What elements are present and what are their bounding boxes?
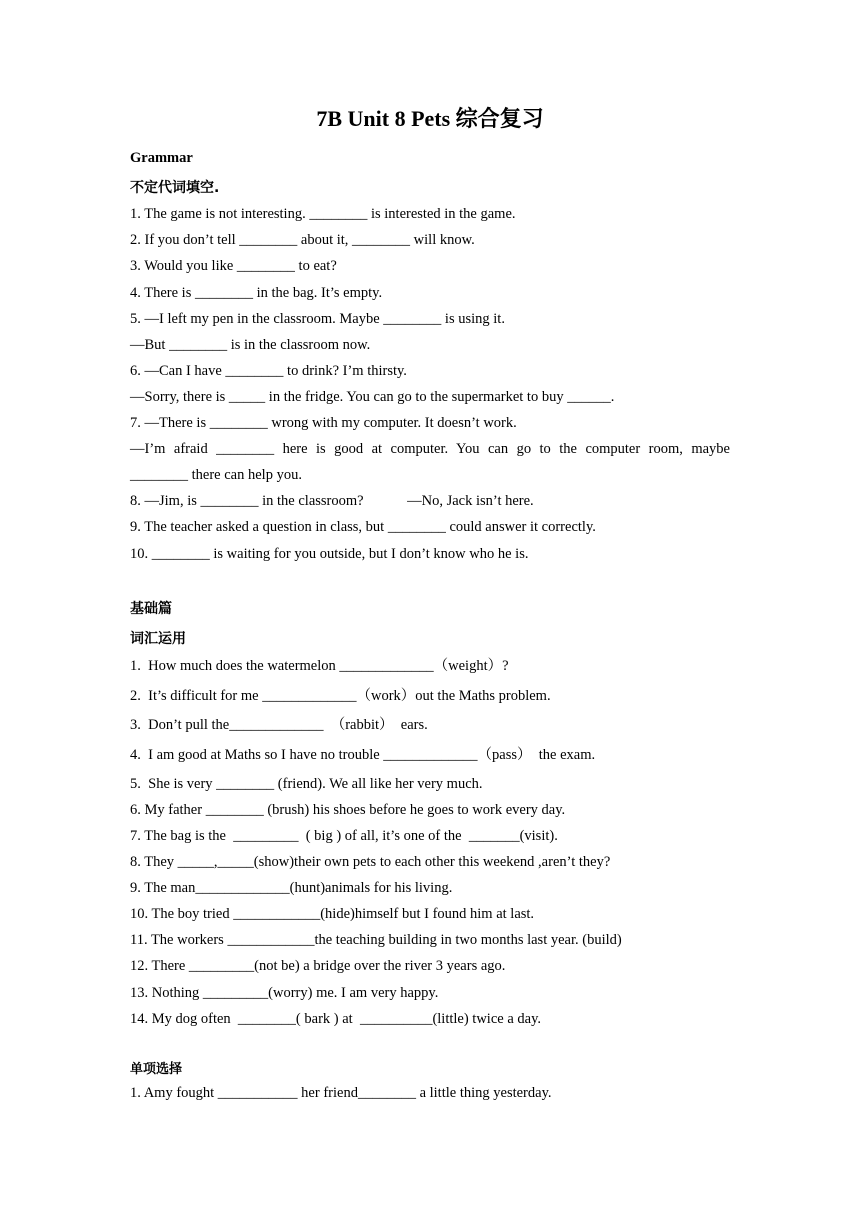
vocab-line-5: 5. She is very ________ (friend). We all like her very much. — [130, 776, 483, 792]
grammar-subheading: 不定代词填空. — [130, 180, 220, 196]
grammar-line-2: 2. If you don’t tell ________ about it, ________ will know. — [130, 232, 475, 248]
vocab-line-7: 7. The bag is the _________ ( big ) of all, it’s one of the _______(visit). — [130, 828, 558, 844]
vocab-line-3: 3. Don’t pull the_____________ （rabbit） ears. — [130, 717, 428, 733]
grammar-line-7b: —I’m afraid ________ here is good at computer. You can go to the computer room, maybe — [130, 441, 730, 457]
vocab-line-10: 10. The boy tried ____________(hide)himself but I found him at last. — [130, 906, 535, 922]
grammar-line-7c: ________ there can help you. — [130, 467, 302, 483]
grammar-heading: Grammar — [130, 150, 193, 166]
vocab-line-14: 14. My dog often ________( bark ) at __________(little) twice a day. — [130, 1011, 542, 1027]
vocab-line-8: 8. They _____,_____(show)their own pets to each other this weekend ,aren’t they? — [130, 854, 611, 870]
grammar-line-5: 5. —I left my pen in the classroom. Maybe ________ is using it. — [130, 311, 505, 327]
vocab-line-2: 2. It’s difficult for me _____________（work）out the Maths problem. — [130, 688, 551, 704]
vocab-line-6: 6. My father ________ (brush) his shoes before he goes to work every day. — [130, 802, 566, 818]
vocab-line-1: 1. How much does the watermelon _____________（weight）? — [130, 658, 509, 674]
vocab-line-4: 4. I am good at Maths so I have no trouble _____________（pass） the exam. — [130, 747, 596, 763]
grammar-line-4: 4. There is ________ in the bag. It’s empty. — [130, 285, 383, 301]
page-title: 7B Unit 8 Pets 综合复习 — [316, 106, 544, 131]
choice-heading: 单项选择 — [130, 1062, 183, 1077]
choice-line-1: 1. Amy fought ___________ her friend________ a little thing yesterday. — [130, 1085, 552, 1101]
basic-subheading: 词汇运用 — [130, 631, 186, 647]
grammar-line-7: 7. —There is ________ wrong with my computer. It doesn’t work. — [130, 415, 517, 431]
grammar-line-1: 1. The game is not interesting. ________ is interested in the game. — [130, 206, 516, 222]
vocab-line-11: 11. The workers ____________the teaching building in two months last year. (build) — [130, 932, 622, 948]
grammar-line-10: 10. ________ is waiting for you outside, but I don’t know who he is. — [130, 546, 529, 562]
grammar-line-8: 8. —Jim, is ________ in the classroom? —No, Jack isn’t here. — [130, 493, 534, 509]
vocab-line-12: 12. There _________(not be) a bridge over the river 3 years ago. — [130, 958, 506, 974]
vocab-line-13: 13. Nothing _________(worry) me. I am very happy. — [130, 985, 439, 1001]
grammar-line-9: 9. The teacher asked a question in class, but ________ could answer it correctly. — [130, 519, 596, 535]
basic-heading: 基础篇 — [130, 601, 172, 617]
grammar-line-3: 3. Would you like ________ to eat? — [130, 258, 337, 274]
grammar-line-6b: —Sorry, there is _____ in the fridge. You can go to the supermarket to buy ______. — [130, 389, 615, 405]
grammar-line-6: 6. —Can I have ________ to drink? I’m thirsty. — [130, 363, 407, 379]
vocab-line-9: 9. The man_____________(hunt)animals for his living. — [130, 880, 453, 896]
grammar-line-5b: —But ________ is in the classroom now. — [130, 337, 371, 353]
